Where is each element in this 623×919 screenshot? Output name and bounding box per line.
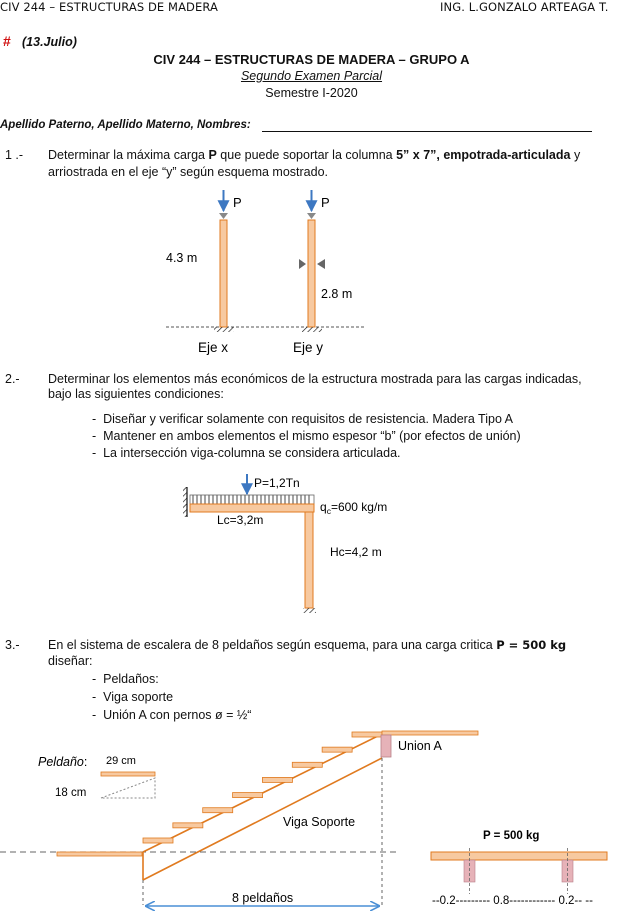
step-cross-section — [431, 852, 607, 860]
beam-label: Viga Soporte — [283, 815, 356, 829]
stair-tread — [143, 838, 173, 843]
step-height-label: 18 cm — [55, 787, 87, 799]
q-subscript: c — [326, 506, 331, 516]
q1-text-e: y — [570, 148, 581, 162]
q2-line2: bajo las siguientes condiciones: — [48, 387, 224, 401]
column-base-support — [303, 608, 316, 613]
stair-tread — [203, 808, 233, 813]
step-detail — [101, 772, 155, 776]
q3-number: 3.- — [5, 638, 20, 652]
figure-1-columns — [166, 190, 364, 355]
steps-count-label: 8 peldaños — [232, 891, 294, 905]
q3-item-2: - Viga soporte — [92, 690, 174, 704]
q-label — [320, 500, 387, 516]
hash-mark: # — [3, 33, 11, 49]
fixed-support-y — [302, 327, 322, 332]
peldano-colon: : — [83, 755, 88, 769]
q3-text-a: En el sistema de escalera de 8 peldaños según esquema, para una carga critica — [48, 638, 497, 652]
q3-item-2-text: Viga soporte — [103, 690, 174, 704]
q2-condition-2: - Mantener en ambos elementos el mismo espesor “b” (por efectos de unión) — [92, 429, 521, 443]
step-triangle — [101, 778, 155, 798]
q3-item-3: - Unión A con pernos ø = ½“ — [92, 708, 252, 722]
q-symbol: q — [320, 500, 327, 514]
height-left-label: 4.3 m — [166, 251, 198, 265]
header-right: ING. L.GONZALO ARTEAGA T. — [440, 0, 609, 14]
union-a-plate — [381, 735, 391, 757]
stair-tread — [233, 793, 263, 798]
semester: Semestre I-2020 — [265, 86, 358, 100]
q1-number: 1 .- — [5, 148, 24, 162]
brace-right — [317, 259, 325, 269]
name-label: Apellido Paterno, Apellido Materno, Nombres: — [0, 119, 251, 131]
stair-tread — [173, 823, 203, 828]
union-a-label: Union A — [398, 739, 442, 753]
q1-text-p: P — [208, 148, 217, 162]
q2-line1: Determinar los elementos más económicos de la estructura mostrada para las cargas indicadas, — [48, 372, 582, 386]
stair-tread — [262, 777, 292, 782]
q3-item-1-text: Peldaños: — [103, 672, 159, 686]
q1-text-c: que puede soportar la columna — [216, 148, 397, 162]
step-width-label: 29 cm — [106, 755, 136, 767]
q1-text-section: 5” x 7”, empotrada-articulada — [396, 148, 571, 162]
hc-label: Hc=4,2 m — [330, 545, 382, 559]
peldano-word: Peldaño — [38, 755, 84, 769]
stair-tread — [352, 732, 382, 737]
column-y — [308, 220, 315, 327]
q2-number: 2.- — [5, 372, 20, 386]
stringer-beam — [143, 734, 382, 880]
q3-item-3-text: Unión A con pernos ø = ½“ — [103, 708, 252, 722]
pin-x — [219, 213, 228, 219]
q1-line2: arriostrada en el eje “y” según esquema mostrado. — [48, 165, 329, 179]
q2-condition-1: - Diseñar y verificar solamente con requisitos de resistencia. Madera Tipo A — [92, 412, 514, 426]
height-right-label: 2.8 m — [321, 287, 353, 301]
brace-left — [299, 259, 306, 269]
lc-label: Lc=3,2m — [217, 513, 264, 527]
cross-dimensions: --0.2--------- 0.8------------ 0.2-- -- — [432, 895, 593, 907]
figure-2-frame — [183, 474, 387, 613]
column-x — [220, 220, 227, 327]
q2-condition-1-text: Diseñar y verificar solamente con requisitos de resistencia. Madera Tipo A — [103, 412, 514, 426]
q3-line1 — [48, 637, 566, 654]
top-landing — [382, 731, 478, 735]
exam-title: CIV 244 – ESTRUCTURAS DE MADERA – GRUPO A — [153, 52, 470, 67]
stair-tread — [292, 762, 322, 767]
column-hc — [305, 512, 313, 608]
figure-3-stairs — [0, 731, 607, 907]
cross-load-label: P = 500 kg — [483, 830, 540, 842]
load-label-x: P — [233, 195, 242, 210]
q2-condition-2-text: Mantener en ambos elementos el mismo espesor “b” (por efectos de unión) — [103, 429, 521, 443]
fixed-support-x — [214, 327, 234, 332]
axis-y-label: Eje y — [293, 340, 324, 355]
q2-condition-3: - La intersección viga-columna se considera articulada. — [92, 446, 401, 460]
exam-subtitle: Segundo Examen Parcial — [240, 69, 383, 83]
q2-condition-3-text: La intersección viga-columna se considera articulada. — [103, 446, 401, 460]
q-value: =600 kg/m — [330, 500, 388, 514]
pin-y — [307, 213, 316, 219]
peldano-label — [38, 755, 87, 769]
q3-line2: diseñar: — [48, 654, 93, 668]
distributed-load — [190, 495, 314, 504]
axis-x-label: Eje x — [198, 340, 229, 355]
load-label-y: P — [321, 195, 330, 210]
stair-tread — [322, 747, 352, 752]
exam-date: (13.Julio) — [22, 35, 77, 49]
q3-item-1: - Peldaños: — [92, 672, 159, 686]
header-left: CIV 244 – ESTRUCTURAS DE MADERA — [0, 0, 218, 14]
floor-slab — [57, 852, 142, 856]
q3-text-load: P = 500 kg — [496, 638, 567, 652]
q1-text-a: Determinar la máxima carga — [48, 148, 209, 162]
beam-lc — [190, 504, 314, 512]
point-load-label: P=1,2Tn — [254, 476, 300, 490]
